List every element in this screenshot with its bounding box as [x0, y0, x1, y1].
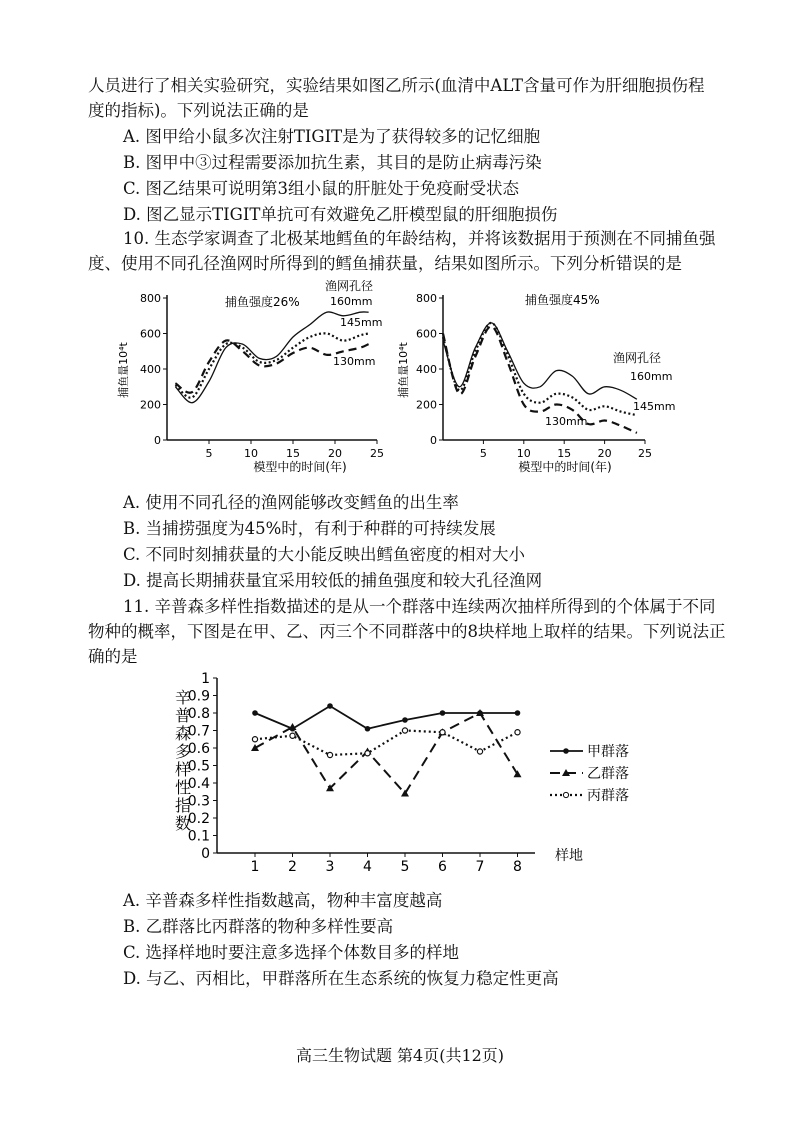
y-axis-label-char: 多	[174, 742, 192, 761]
y-tick-label: 600	[416, 327, 437, 341]
series-line-160mm	[443, 323, 637, 399]
series-line-甲群落	[255, 706, 518, 729]
y-axis-label: 捕鱼量10⁴t	[397, 342, 410, 398]
x-tick-label: 6	[438, 859, 447, 875]
q9-option-d: D. 图乙显示TIGIT单抗可有效避免乙肝模型鼠的肝细胞损伤	[123, 205, 558, 224]
x-tick-label: 15	[286, 447, 300, 460]
x-axis-label: 模型中的时间(年)	[253, 460, 347, 474]
y-axis-label-char: 性	[174, 778, 192, 797]
y-tick-label: 600	[140, 327, 161, 341]
x-tick-label: 4	[363, 859, 372, 875]
point-丙群落	[327, 752, 332, 757]
x-tick-label: 8	[513, 859, 522, 875]
x-tick-label: 25	[370, 447, 384, 460]
y-axis-label-char: 数	[174, 814, 192, 833]
chart-title: 捕鱼强度26%	[225, 295, 300, 309]
intro-line-2: 度的指标)。下列说法正确的是	[88, 101, 309, 120]
x-tick-label: 3	[325, 859, 335, 875]
catch-chart-45	[395, 280, 685, 480]
y-tick-label: 0.9	[187, 688, 210, 705]
y-tick-label: 800	[140, 292, 161, 305]
x-tick-label: 20	[597, 447, 612, 460]
catch-chart-26	[115, 280, 395, 480]
q9-option-a: A. 图甲给小鼠多次注射TIGIT是为了获得较多的记忆细胞	[123, 127, 541, 146]
legend-label-甲群落: 甲群落	[587, 744, 629, 760]
x-tick-label: 20	[328, 447, 342, 460]
series-label-145: 145mm	[340, 316, 383, 329]
y-tick-label: 400	[140, 363, 161, 376]
x-tick-label: 1	[250, 859, 260, 875]
y-axis-label-char: 普	[174, 706, 192, 725]
x-tick-label: 15	[557, 447, 572, 460]
series-line-130mm	[443, 326, 637, 433]
chart-title: 捕鱼强度45%	[525, 293, 600, 307]
x-axis-label: 模型中的时间(年)	[518, 460, 612, 474]
point-丙群落	[440, 730, 445, 735]
point-甲群落	[440, 710, 446, 716]
series-label-130: 130mm	[333, 355, 376, 368]
legend-marker	[563, 792, 568, 797]
point-丙群落	[402, 728, 407, 733]
x-axis-label: 样地	[555, 848, 583, 864]
q10-option-a: A. 使用不同孔径的渔网能够改变鳕鱼的出生率	[123, 493, 459, 512]
q11-stem-line-3: 确的是	[88, 647, 138, 666]
point-甲群落	[402, 717, 408, 723]
intro-line-1: 人员进行了相关实验研究，实验结果如图乙所示(血清中ALT含量可作为肝细胞损伤程	[88, 76, 705, 95]
q11-option-d: D. 与乙、丙相比，甲群落所在生态系统的恢复力稳定性更高	[123, 969, 559, 988]
page-footer: 高三生物试题 第4页(共12页)	[295, 1046, 505, 1065]
x-tick-label: 10	[516, 447, 531, 460]
point-甲群落	[515, 710, 521, 716]
y-tick-label: 0.2	[187, 811, 210, 827]
point-甲群落	[365, 726, 371, 732]
x-tick-label: 10	[244, 447, 258, 460]
x-tick-label: 5	[205, 447, 213, 460]
x-tick-label: 7	[475, 859, 485, 875]
series-label-160: 160mm	[630, 370, 673, 383]
legend-label-丙群落: 丙群落	[587, 788, 629, 804]
x-tick-label: 25	[638, 447, 652, 460]
y-tick-label: 0.5	[187, 758, 210, 775]
q10-option-d: D. 提高长期捕获量宜采用较低的捕鱼强度和较大孔径渔网	[123, 571, 543, 590]
series-line-145mm	[443, 323, 637, 415]
y-tick-label: 0	[154, 434, 161, 447]
y-tick-label: 200	[416, 398, 437, 412]
y-tick-label: 0.4	[187, 776, 210, 792]
point-甲群落	[252, 710, 258, 716]
q9-option-c: C. 图乙结果可说明第3组小鼠的肝脏处于免疫耐受状态	[123, 179, 520, 198]
legend-marker	[563, 748, 569, 754]
y-tick-label: 0.7	[187, 723, 210, 740]
y-axis-label-char: 指	[174, 796, 192, 815]
legend-label-乙群落: 乙群落	[587, 766, 629, 782]
point-丙群落	[252, 737, 257, 742]
series-label-145: 145mm	[633, 400, 676, 413]
point-甲群落	[327, 703, 333, 709]
y-tick-label: 0.8	[187, 706, 210, 722]
x-tick-label: 2	[288, 859, 297, 875]
q10-option-b: B. 当捕捞强度为45%时，有利于种群的可持续发展	[123, 519, 496, 538]
series-label-160: 160mm	[330, 295, 373, 308]
x-tick-label: 5	[400, 859, 410, 875]
point-丙群落	[365, 751, 370, 756]
point-丙群落	[290, 733, 295, 738]
y-tick-label: 800	[416, 292, 437, 305]
y-tick-label: 0	[430, 434, 437, 447]
y-axis-label-char: 样	[174, 760, 192, 779]
simpson-chart	[165, 668, 655, 883]
y-tick-label: 0.6	[187, 741, 210, 757]
q11-stem-line-1: 11. 辛普森多样性指数描述的是从一个群落中连续两次抽样所得到的个体属于不同	[123, 597, 716, 616]
point-丙群落	[515, 730, 520, 735]
y-tick-label: 400	[416, 363, 437, 376]
q10-stem-line-1: 10. 生态学家调查了北极某地鳕鱼的年龄结构，并将该数据用于预测在不同捕鱼强	[123, 229, 716, 248]
y-tick-label: 1	[201, 671, 210, 687]
y-axis-label-char: 森	[174, 724, 192, 743]
y-tick-label: 0	[201, 846, 210, 862]
x-tick-label: 5	[479, 447, 487, 460]
q11-stem-line-2: 物种的概率，下图是在甲、乙、丙三个不同群落中的8块样地上取样的结果。下列说法正	[88, 622, 726, 641]
q10-option-c: C. 不同时刻捕获量的大小能反映出鳕鱼密度的相对大小	[123, 545, 526, 564]
y-tick-label: 200	[140, 398, 161, 412]
y-axis-label: 捕鱼量10⁴t	[117, 342, 130, 398]
y-tick-label: 0.3	[187, 793, 210, 810]
y-tick-label: 0.1	[187, 828, 210, 845]
q11-option-b: B. 乙群落比丙群落的物种多样性要高	[123, 917, 394, 936]
series-label-130: 130mm	[545, 415, 588, 428]
point-丙群落	[477, 749, 482, 754]
q11-option-a: A. 辛普森多样性指数越高，物种丰富度越高	[123, 891, 443, 910]
q11-option-c: C. 选择样地时要注意多选择个体数目多的样地	[123, 943, 460, 962]
q10-stem-line-2: 度、使用不同孔径渔网时所得到的鳕鱼捕获量，结果如图所示。下列分析错误的是	[88, 254, 682, 273]
legend-title: 渔网孔径	[325, 280, 374, 293]
y-axis-label-char: 辛	[174, 688, 192, 707]
legend-title: 渔网孔径	[613, 351, 662, 365]
q9-option-b: B. 图甲中③过程需要添加抗生素，其目的是防止病毒污染	[123, 153, 542, 172]
